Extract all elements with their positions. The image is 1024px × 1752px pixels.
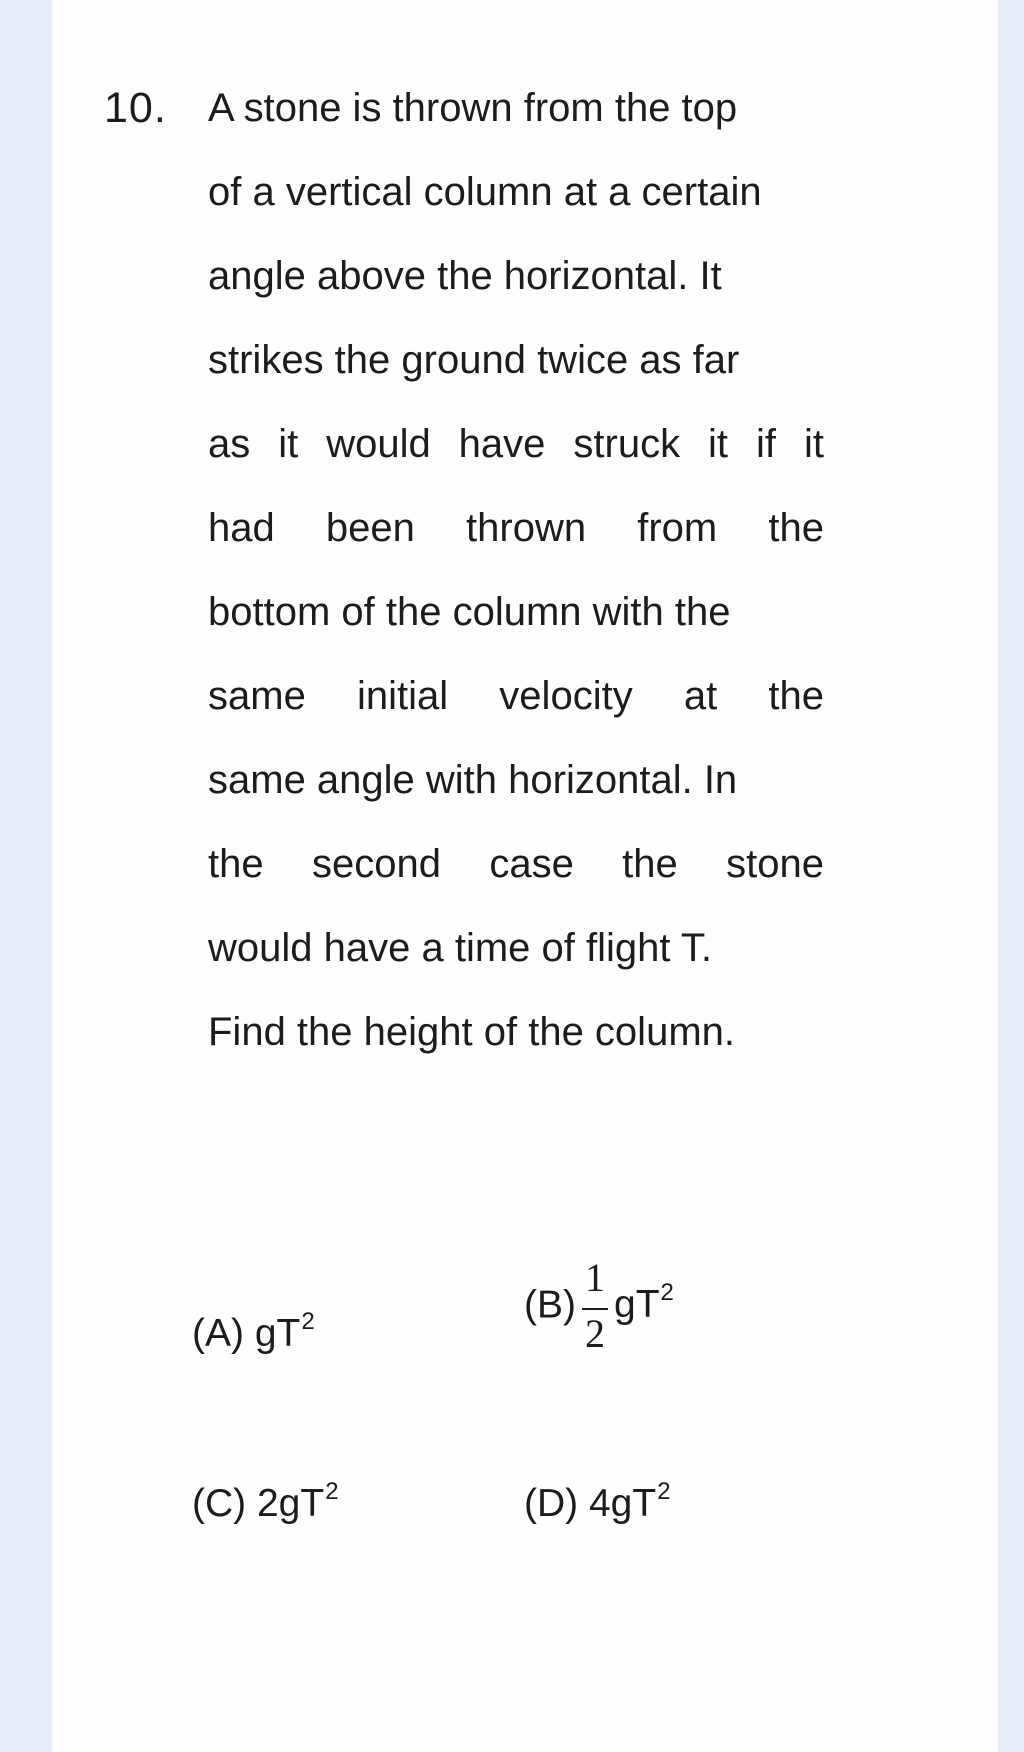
question-line-6: had been thrown from the (208, 506, 824, 550)
option-a[interactable] (192, 1308, 315, 1365)
option-b-label: (B) (524, 1283, 576, 1327)
question-line-5: as it would have struck it if it (208, 422, 824, 466)
question-number: 10. (104, 84, 167, 132)
option-d-expression: $4gT^2$ (588, 1478, 671, 1525)
option-b-denominator: 2 (585, 1311, 605, 1356)
fraction-bar (582, 1308, 608, 1310)
question-line-7: bottom of the column with the (208, 590, 731, 634)
question-line-10: the second case the stone (208, 842, 824, 886)
question-line-1: A stone is thrown from the top (208, 86, 738, 130)
option-b-fraction (582, 1252, 608, 1362)
question-line-12: Find the height of the column. (208, 1010, 735, 1054)
question-line-9: same angle with horizontal. In (208, 758, 738, 802)
option-d-label: (D) (524, 1482, 579, 1525)
option-b-numerator: 1 (585, 1255, 605, 1300)
question-line-4: strikes the ground twice as far (208, 338, 740, 382)
option-a-label: (A) (192, 1312, 244, 1355)
question-line-11: would have a time of flight T. (208, 926, 712, 970)
question-line-8: same initial velocity at the (208, 674, 824, 718)
option-c[interactable] (192, 1478, 339, 1535)
option-c-label: (C) (192, 1482, 247, 1525)
question-line-3: angle above the horizontal. It (208, 254, 722, 298)
option-b[interactable] (524, 1252, 674, 1362)
option-a-expression: $gT^2$ (254, 1308, 315, 1355)
option-b-expression: $gT^2$ (614, 1279, 674, 1327)
option-c-expression: $2gT^2$ (256, 1478, 339, 1525)
option-d[interactable] (524, 1478, 671, 1535)
question-line-2: of a vertical column at a certain (208, 170, 762, 214)
